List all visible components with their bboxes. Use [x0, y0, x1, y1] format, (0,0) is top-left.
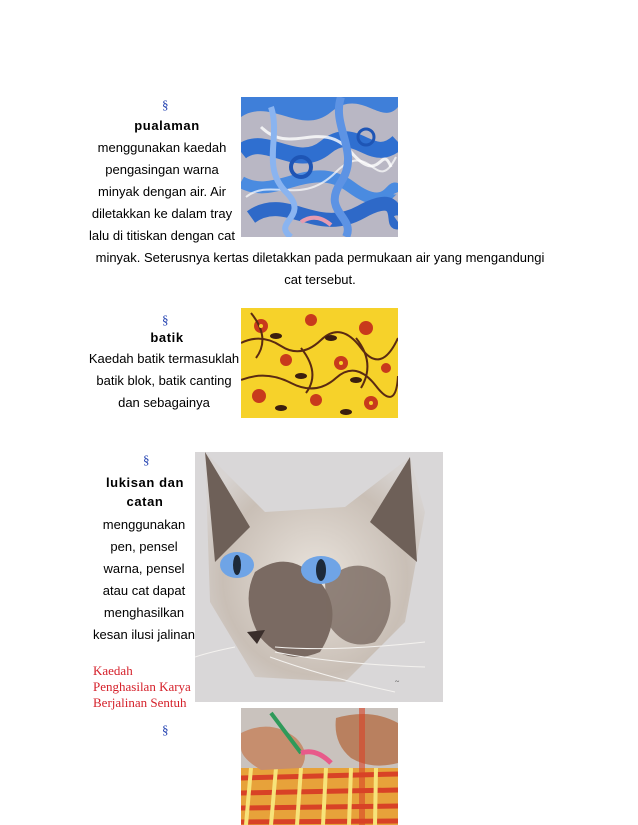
text-line: warna, pensel — [103, 561, 185, 576]
section-text-lukisan — [90, 514, 198, 646]
section-heading-lukisan-dan-catan — [96, 473, 194, 511]
section-bullet: § — [162, 97, 169, 112]
section-text-batik — [88, 348, 240, 414]
text-line: menggunakan — [102, 517, 186, 532]
text-line: minyak. Seterusnya kertas diletakkan pada permukaan air yang mengandungi — [95, 250, 545, 265]
text-line: batik blok, batik canting — [96, 373, 232, 388]
cat-painting-image — [195, 452, 443, 702]
section-bullet: § — [162, 312, 169, 327]
text-line: menggunakan kaedah — [97, 140, 227, 155]
heading-line: lukisan dan — [105, 475, 185, 490]
section-heading-batik: batik — [150, 330, 184, 345]
section-bullet: § — [143, 452, 150, 467]
section-heading-pualaman: pualaman — [134, 118, 200, 133]
caption-line: Kaedah — [93, 663, 133, 678]
svg-text:~: ~ — [395, 677, 400, 686]
text-line: dan sebagainya — [118, 395, 210, 410]
section-text-pualaman — [82, 137, 242, 247]
section-text-continuation — [80, 247, 560, 291]
marbled-paper-image — [241, 97, 398, 237]
text-line: cat tersebut. — [284, 272, 356, 287]
caption-line: Berjalinan Sentuh — [93, 695, 187, 710]
text-line: menghasilkan — [103, 605, 185, 620]
text-line: atau cat dapat — [102, 583, 186, 598]
section-bullet: § — [162, 722, 169, 737]
text-line: pen, pensel — [110, 539, 178, 554]
weaving-hands-image — [241, 708, 398, 825]
text-line: Kaedah batik termasuklah — [88, 351, 240, 366]
heading-line: catan — [126, 494, 164, 509]
caption-line: Penghasilan Karya — [93, 679, 191, 694]
text-line: lalu di titiskan dengan cat — [89, 228, 235, 243]
text-line: diletakkan ke dalam tray — [91, 206, 233, 221]
text-line: pengasingan warna — [105, 162, 219, 177]
page-caption — [93, 663, 191, 711]
text-line: kesan ilusi jalinan — [93, 627, 195, 642]
batik-fabric-image — [241, 308, 398, 418]
text-line: minyak dengan air. Air — [98, 184, 226, 199]
